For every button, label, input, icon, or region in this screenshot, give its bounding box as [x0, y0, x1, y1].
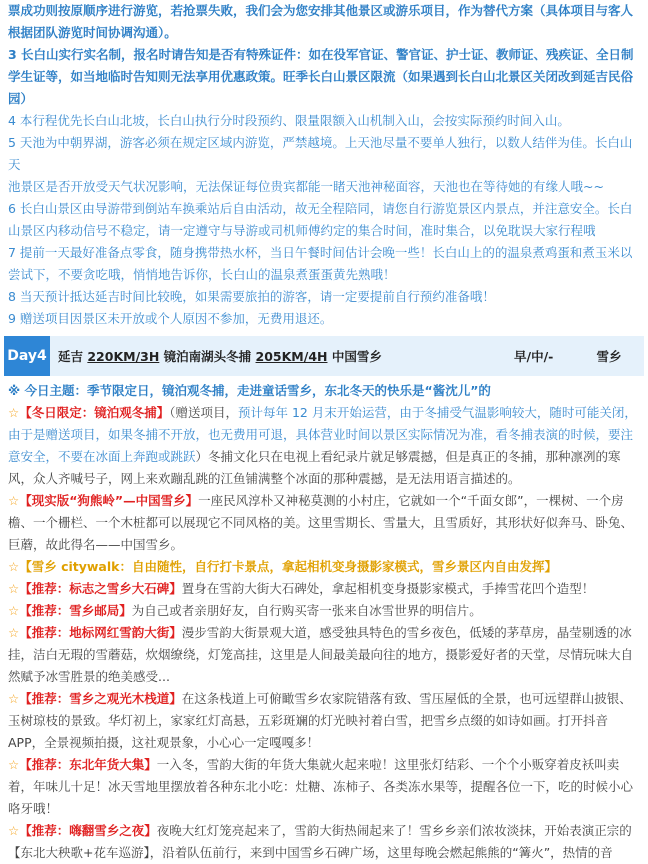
item-post-office: ☆【推荐：雪乡邮局】为自己或者亲朋好友，自行购买寄一张来自冰雪世界的明信片。: [8, 603, 482, 618]
note-9: 9 赠送项目因景区未开放或个人原因不参加，无费用退还。: [8, 311, 333, 326]
day-route: 延吉 220KM/3H 镜泊南湖头冬捕 205KM/4H 中国雪乡: [58, 349, 382, 364]
item-viewpoint: ☆【推荐：雪乡之观光木栈道】在这条栈道上可俯瞰雪乡农家院错落有致、雪压屋低的全景，也可远望群山披银、玉树琼枝的景致。华灯初上，家家红灯高悬，五彩斑斓的灯光映衬着白雪，把雪乡点缀的如诗如画。打开抖音 APP，全景视频拍摄，这社观景象，小心心一定嘎嘎多！: [8, 691, 632, 750]
item-market: ☆【推荐：东北年货大集】一入冬，雪韵大街的年货大集就火起来啦！这里张灯结彩、一个个小贩穿着皮袄叫卖着，年味儿十足！冰天雪地里摆放着各种东北小吃：灶糖、冻柿子、各类冻水果等，提醒各位一下，吃的时候小心咯牙哦！: [8, 757, 634, 816]
day-tag: Day4: [4, 336, 50, 376]
day-header: [4, 336, 644, 376]
note-6: 6 长白山景区由导游带到倒站车换乘站后自由活动，故无全程陪同，请您自行游览景区内景点，并注意安全。长白山景区内移动信号不稳定，请一定遵守与导游或司机师傅约定的集合时间，准时集合，以免耽误大家行程哦: [8, 201, 633, 238]
item-night: ☆【推荐：嗨翻雪乡之夜】夜晚大红灯笼亮起来了，雪韵大街热闹起来了！雪乡乡亲们浓妆淡抹，开始表演正宗的【东北大秧歌+花车巡游】，沿着队伍前行，来到中国雪乡石碑广场，这里每晚会燃起熊熊的“篝火”，热情的音: [8, 823, 632, 860]
day-hotel: 雪乡: [596, 349, 622, 364]
note-3: 3 长白山实行实名制，报名时请告知是否有特殊证件：如在役军官证、警官证、护士证、教师证、残疾证、全日制学生证等，如当地临时告知则无法享用优惠政策。旺季长白山景区限流（如果遇到长白山北景区关闭改到延吉民俗园）: [8, 47, 634, 106]
item-landmark: ☆【推荐：标志之雪乡大石碑】置身在雪韵大街大石碑处，拿起相机变身摄影家模式，手捧雪花凹个造型！: [8, 581, 595, 596]
item-winter-fishing: ☆【冬日限定：镜泊观冬捕】（赠送项目，预计每年 12 月末开始运营，由于冬捕受气温影响较大，随时可能关闭，由于是赠送项目，如果冬捕不开放，也无费用可退，具体营业时间以景区实际情况为准，看冬捕表演的时候，要注意安全，不要在冰面上奔跑或跳跃）冬捕文化只在电视上看纪录片就足够震撼，但是真正的冬捕，那种凛冽的寒风，众人齐喊号子，网上来欢蹦乱跳的江鱼铺满整个冰面的那种震撼，是无法用语言描述的。: [8, 405, 637, 486]
note-line-top-1: 票成功则按原顺序进行游览，若抢票失败，我们会为您安排其他景区或游乐项目，作为替代方案（具体项目与客人根据团队游览时间协调沟通）。: [8, 3, 634, 40]
note-5-cont: 池景区是否开放受天气状况影响，无法保证每位贵宾都能一睹天池神秘面容，天池也在等待她的有缘人哦~~: [8, 179, 604, 194]
item-citywalk: ☆【雪乡 citywalk：自由随性，自行打卡景点，拿起相机变身摄影家模式，雪乡景区内自由发挥】: [8, 559, 557, 574]
item-snow-village: ☆【现实版“狗熊岭”—中国雪乡】一座民风淳朴又神秘莫测的小村庄，它就如一个“千面女郎”，一棵树、一个房檐、一个栅栏、一个木桩都可以展现它不同风格的美。这里雪期长、雪量大，且雪质好，其形状好似奔马、卧兔、巨蘑，故此得名——中国雪乡。: [8, 493, 634, 552]
day-meals: 早/中/-: [514, 349, 554, 364]
note-7: 7 提前一天最好准备点零食，随身携带热水杯，当日午餐时间估计会晚一些！长白山上的的温泉煮鸡蛋和煮玉米以尝试下，不要贪吃哦，悄悄地告诉你，长白山的温泉煮蛋蛋黄先熟哦！: [8, 245, 633, 282]
note-4: 4 本行程优先长白山北坡，长白山执行分时段预约、限量限额入山机制入山，会按实际预约时间入山。: [8, 113, 570, 128]
day-theme: ※ 今日主题：季节限定日，镜泊观冬捕，走进童话雪乡，东北冬天的快乐是“酱沈儿”的: [8, 383, 491, 398]
item-street: ☆【推荐：地标网红雪韵大街】漫步雪韵大街景观大道，感受独具特色的雪乡夜色，低矮的茅草房，晶莹剔透的冰挂，洁白无瑕的雪蘑菇，炊烟缭绕，灯笼高挂，这里是人间最美最向往的地方，摄影爱好者的天堂，尽情玩味大自然赋予冰雪胜景的绝美感受...: [8, 625, 634, 684]
note-5: 5 天池为中朝界湖，游客必须在规定区域内游览，严禁越境。上天池尽量不要单人独行，以数人结伴为佳。长白山天: [8, 135, 633, 172]
note-8: 8 当天预计抵达延吉时间比较晚，如果需要旅拍的游客，请一定要提前自行预约准备哦！: [8, 289, 495, 304]
